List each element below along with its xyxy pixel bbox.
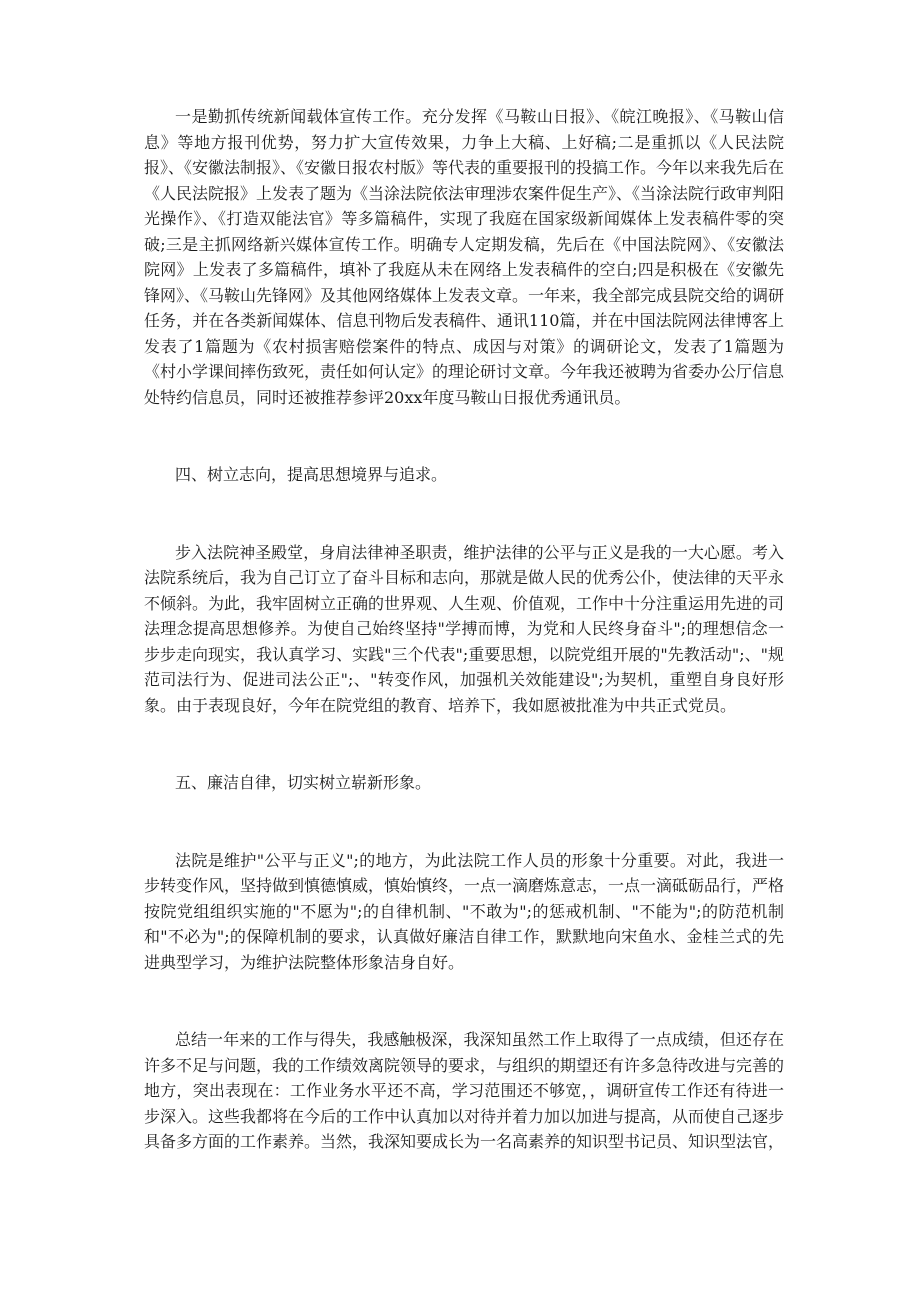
paragraph-ideals: 步入法院神圣殿堂，身肩法律神圣职责，维护法律的公平与正义是我的一大心愿。考入法院系统后，我为自己订立了奋斗目标和志向，那就是做人民的优秀公仆，使法律的天平永不倾斜。为此，我牢固树立正确的世界观、人生观、价值观，工作中十分注重运用先进的司法理念提高思想修养。为使自己始终坚持"学搏而博，为党和人民终身奋斗";的理想信念一步步走向现实，我认真学习、实践"三个代表";重要思想，以院党组开展的"先教活动";、"规范司法行为、促进司法公正";、"转变作风，加强机关效能建设";为契机，重塑自身良好形象。由于表现良好，今年在院党组的教育、培养下，我如愿被批准为中共正式党员。	[144, 542, 785, 715]
section-heading-four: 四、树立志向，提高思想境界与追求。	[175, 465, 448, 484]
paragraph-gap	[144, 410, 784, 462]
paragraph-gap	[144, 488, 784, 540]
paragraph-gap	[144, 975, 784, 1027]
section-heading-five: 五、廉洁自律，切实树立崭新形象。	[175, 773, 432, 792]
paragraph-publicity-work: 一是勤抓传统新闻载体宣传工作。充分发挥《马鞍山日报》、《皖江晚报》、《马鞍山信息》等地方报刊优势，努力扩大宣传效果，力争上大稿、上好稿;二是重抓以《人民法院报》、《安徽法制报》、《安徽日报农村版》等代表的重要报刊的投搞工作。今年以来我先后在《人民法院报》上发表了题为《当涂法院依法审理涉农案件促生产》、《当涂法院行政审判阳光操作》、《打造双能法官》等多篇稿件，实现了我庭在国家级新闻媒体上发表稿件零的突破;三是主抓网络新兴媒体宣传工作。明确专人定期发稿，先后在《中国法院网》、《安徽法院网》上发表了多篇稿件，填补了我庭从未在网络上发表稿件的空白;四是积极在《安徽先锋网》、《马鞍山先锋网》及其他网络媒体上发表文章。一年来，我全部完成县院交给的调研任务，并在各类新闻媒体、信息刊物后发表稿件、通讯110篇，并在中国法院网法律博客上发表了1篇题为《农村损害赔偿案件的特点、成因与对策》的调研论文，发表了1篇题为《村小学课间摔伤致死，责任如何认定》的理论研讨文章。今年我还被聘为省委办公厅信息处特约信息员，同时还被推荐参评20xx年度马鞍山日报优秀通讯员。	[144, 107, 785, 407]
paragraph-integrity: 法院是维护"公平与正义";的地方，为此法院工作人员的形象十分重要。对此，我进一步转变作风，坚持做到慎德慎威，慎始慎终，一点一滴磨炼意志，一点一滴砥砺品行，严格按院党组组织实施的"不愿为";的自律机制、"不敢为";的惩戒机制、"不能为";的防范机制和"不必为";的保障机制的要求，认真做好廉洁自律工作，默默地向宋鱼水、金桂兰式的先进典型学习，为维护法院整体形象洁身自好。	[144, 850, 785, 972]
paragraph-gap	[144, 796, 784, 848]
document-body	[144, 104, 784, 1155]
paragraph-gap	[144, 718, 784, 770]
paragraph-summary: 总结一年来的工作与得失，我感触极深，我深知虽然工作上取得了一点成绩，但还存在许多不足与问题，我的工作绩效离院领导的要求，与组织的期望还有许多急待改进与完善的地方，突出表现在：工作业务水平还不高，学习范围还不够宽，，调研宣传工作还有待进一步深入。这些我都将在今后的工作中认真加以对待并着力加以加进与提高，从而使自己逐步具备多方面的工作素养。当然，我深知要成长为一名高素养的知识型书记员、知识型法官，	[144, 1030, 785, 1151]
